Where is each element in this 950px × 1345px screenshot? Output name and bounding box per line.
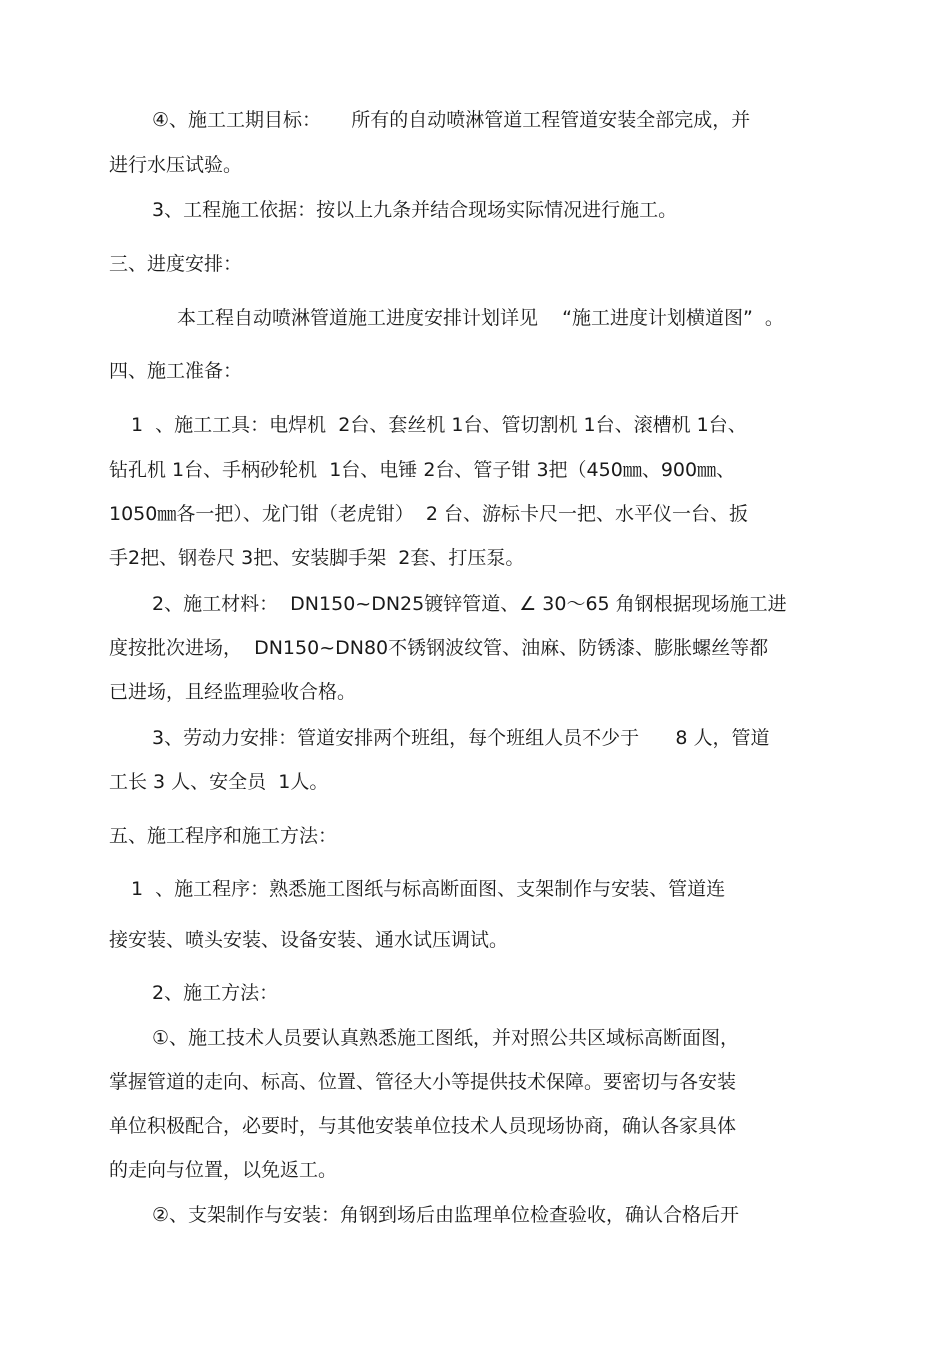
paragraph-line: 接安装、喷头安装、设备安装、通水试压调试。 bbox=[109, 929, 509, 951]
paragraph-line: 度按批次进场， DN150~DN80不锈钢波纹管、油麻、防锈漆、膨胀螺丝等都 bbox=[109, 637, 769, 659]
section-heading-progress: 三、进度安排： bbox=[109, 253, 243, 275]
paragraph-line-schedule-goal: ④、施工工期目标： 所有的自动喷淋管道工程管道安装全部完成，并 bbox=[152, 109, 751, 131]
section-heading-procedure: 五、施工程序和施工方法： bbox=[109, 825, 338, 847]
paragraph-line: 掌握管道的走向、标高、位置、管径大小等提供技术保障。要密切与各安装 bbox=[109, 1071, 737, 1093]
paragraph-line: 进行水压试验。 bbox=[109, 154, 243, 176]
paragraph-line-method-2: ②、支架制作与安装：角钢到场后由监理单位检查验收，确认合格后开 bbox=[152, 1204, 740, 1226]
paragraph-line-tools: 1 、施工工具：电焊机 2台、套丝机 1台、管切割机 1台、滚槽机 1台、 bbox=[131, 414, 747, 436]
paragraph-line: 钻孔机 1台、手柄砂轮机 1台、电锤 2台、管子钳 3把（450㎜、900㎜、 bbox=[109, 459, 736, 481]
paragraph-line: 工长 3 人、安全员 1人。 bbox=[109, 771, 329, 793]
paragraph-line-method-1: ①、施工技术人员要认真熟悉施工图纸，并对照公共区域标高断面图， bbox=[152, 1027, 740, 1049]
section-heading-preparation: 四、施工准备： bbox=[109, 360, 243, 382]
paragraph-line-progress: 本工程自动喷淋管道施工进度安排计划详见 “施工进度计划横道图” 。 bbox=[177, 307, 784, 329]
paragraph-line-procedure: 1 、施工程序：熟悉施工图纸与标高断面图、支架制作与安装、管道连 bbox=[131, 878, 726, 900]
paragraph-line: 单位积极配合，必要时，与其他安装单位技术人员现场协商，确认各家具体 bbox=[109, 1115, 737, 1137]
paragraph-line: 已进场，且经监理验收合格。 bbox=[109, 681, 357, 703]
paragraph-line-materials: 2、施工材料： DN150~DN25镀锌管道、∠ 30～65 角钢根据现场施工进 bbox=[152, 593, 787, 615]
paragraph-line-construction-basis: 3、工程施工依据：按以上九条并结合现场实际情况进行施工。 bbox=[152, 199, 678, 221]
paragraph-line-labor: 3、劳动力安排：管道安排两个班组，每个班组人员不少于 8 人，管道 bbox=[152, 727, 770, 749]
paragraph-line: 手2把、钢卷尺 3把、安装脚手架 2套、打压泵。 bbox=[109, 547, 525, 569]
paragraph-line: 的走向与位置，以免返工。 bbox=[109, 1159, 338, 1181]
paragraph-line-methods: 2、施工方法： bbox=[152, 982, 279, 1004]
paragraph-line: 1050㎜各一把）、龙门钳（老虎钳） 2 台、游标卡尺一把、水平仪一台、扳 bbox=[109, 503, 749, 525]
